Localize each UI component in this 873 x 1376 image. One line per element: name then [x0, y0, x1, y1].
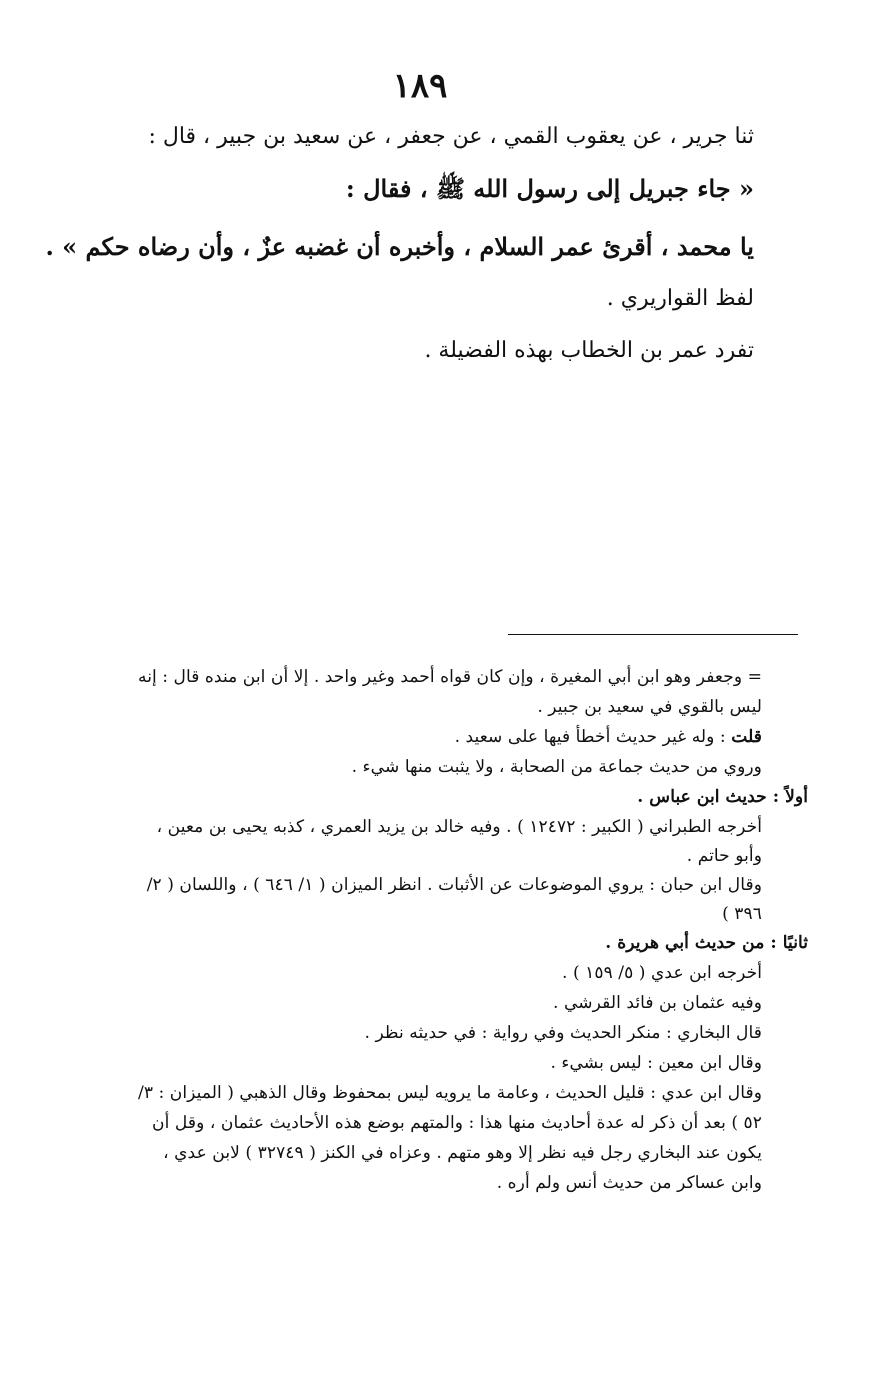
footnote-label: قلت: [731, 727, 762, 747]
main-line-isnad: ثنا جرير ، عن يعقوب القمي ، عن جعفر ، عن سعيد بن جبير ، قال :: [148, 124, 754, 149]
main-text: [30, 114, 754, 374]
footnote-line: وقال ابن عدي : قليل الحديث ، وعامة ما يرويه ليس بمحفوظ وقال الذهبي ( الميزان : ٣/: [138, 1083, 762, 1103]
footnote-line: وقال ابن معين : ليس بشيء .: [550, 1053, 762, 1073]
page-number: ١٨٩: [392, 66, 448, 106]
main-line-hadith-1: « جاء جبريل إلى رسول الله ﷺ ، فقال :: [345, 174, 754, 203]
footnote-line: أخرجه الطبراني ( الكبير : ١٢٤٧٢ ) . وفيه خالد بن يزيد العمري ، كذبه يحيى بن معين ،: [156, 817, 762, 837]
footnote-line: ٥٢ ) بعد أن ذكر له عدة أحاديث منها هذا : والمتهم بوضع هذه الأحاديث عثمان ، وقل أن: [152, 1113, 762, 1133]
footnote-separator: [508, 634, 798, 635]
footnote-heading: أولاً : حديث ابن عباس .: [637, 787, 808, 807]
main-line-lafz: لفظ القواريري .: [606, 286, 754, 311]
footnote-line: وروي من حديث جماعة من الصحابة ، ولا يثبت منها شيء .: [351, 757, 762, 777]
footnote-line: = وجعفر وهو ابن أبي المغيرة ، وإن كان قواه أحمد وغير واحد . إلا أن ابن منده قال : إنه: [138, 667, 762, 687]
footnote-line: وقال ابن حبان : يروي الموضوعات عن الأثبات . انظر الميزان ( ١/ ٦٤٦ ) ، واللسان ( ٢/: [146, 875, 762, 895]
footnote-line: ٣٩٦ ): [722, 904, 762, 924]
main-line-tafarrud: تفرد عمر بن الخطاب بهذه الفضيلة .: [424, 338, 754, 363]
footnote-line: وأبو حاتم .: [686, 846, 762, 866]
footnote-line: وفيه عثمان بن فائد القرشي .: [553, 993, 762, 1013]
footnote-text: : وله غير حديث أخطأ فيها على سعيد .: [454, 727, 726, 747]
footnote-line: ليس بالقوي في سعيد بن جبير .: [537, 697, 762, 717]
footnotes: [22, 662, 808, 1198]
footnote-line: قال البخاري : منكر الحديث وفي رواية : في حديثه نظر .: [364, 1023, 762, 1043]
footnote-line: يكون عند البخاري رجل فيه نظر إلا وهو متهم . وعزاه في الكنز ( ٣٢٧٤٩ ) لابن عدي ،: [163, 1143, 762, 1163]
footnote-line: [22, 722, 762, 752]
footnote-line: أخرجه ابن عدي ( ٥/ ١٥٩ ) .: [562, 963, 762, 983]
footnote-heading: ثانيًا : من حديث أبي هريرة .: [605, 933, 808, 953]
footnote-line: وابن عساكر من حديث أنس ولم أره .: [496, 1173, 762, 1193]
main-line-hadith-2: يا محمد ، أقرئ عمر السلام ، وأخبره أن غضبه عزٌ ، وأن رضاه حكم » .: [45, 232, 754, 261]
